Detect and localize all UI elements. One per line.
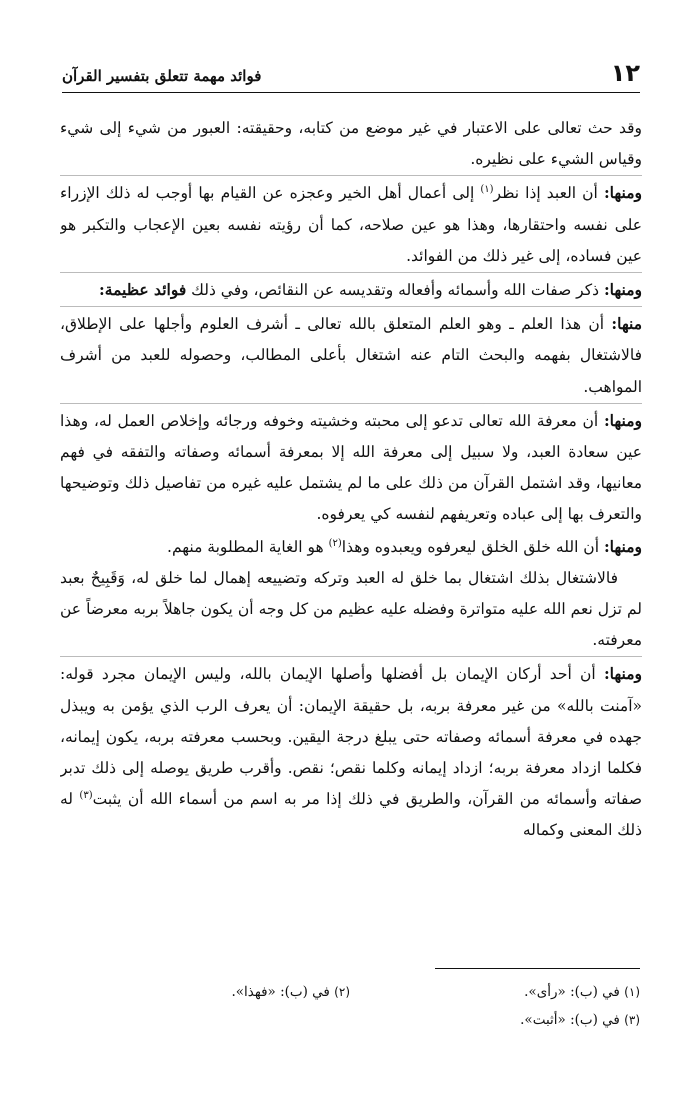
footnote-row	[60, 1006, 640, 1034]
footnote-2	[60, 978, 350, 1006]
running-header	[62, 58, 640, 93]
paragraph-2	[60, 175, 642, 272]
paragraph-text: أن الله خلق الخلق ليعرفوه ويعبدوه وهذا	[341, 537, 599, 556]
running-title: فوائد مهمة تتعلق بتفسير القرآن	[62, 67, 262, 85]
paragraph-lead: ومنها:	[603, 183, 642, 203]
footnote-marker-1[interactable]: (١)	[480, 184, 494, 196]
paragraph-6	[60, 531, 642, 563]
paragraph-text: فالاشتغال بذلك اشتغال بما خلق له العبد وتركه وتضييعه إهمال لما خلق له، وَقَبِيحٌ بعبد لم تزل نعم الله عليه متواترة وفضله عليه عظيم من كل وجه أن يكون جاهلاً بربه معرضاً عن معرفته.	[60, 568, 642, 650]
paragraph-text: أن أحد أركان الإيمان بل أفضلها وأصلها الإيمان بالله، وليس الإيمان مجرد قوله: «آمنت بالله» من غير معرفة بربه، بل حقيقة الإيمان: أن يعرف الرب الذي يؤمن به ويبذل جهده في معرفة أسمائه وصفاته حتى يبلغ درجة اليقين. وبحسب معرفته بربه، يكون إيمانه، فكلما ازداد معرفة بربه؛ ازداد إيمانه وكلما نقص؛ نقص. وأقرب طريق يوصله إلى ذلك تدبر صفاته وأسمائه من القرآن، والطريق في ذلك إذا مر به اسم من أسماء الله أن يثبت	[60, 665, 642, 809]
paragraph-lead: ومنها:	[603, 536, 642, 556]
footnote-marker-2[interactable]: (٢)	[328, 537, 342, 549]
paragraph-lead: ومنها:	[603, 664, 642, 684]
paragraph-7	[60, 563, 642, 657]
paragraph-text: أن معرفة الله تعالى تدعو إلى محبته وخشيته وخوفه ورجائه وإخلاص العمل له، وهذا عين سعادة العبد، ولا سبيل إلى معرفة الله إلا بمعرفة أسمائه وصفاته والتفقه في فهم معانيها، وقد اشتمل القرآن من ذلك على ما لم يشتمل عليه غيره من تفاصيل ذلك وتوضيحها والتعرف بها إلى عباده وتعريفهم لنفسه كي يعرفوه.	[60, 411, 642, 524]
footnote-number: (١)	[624, 985, 640, 999]
footnotes	[60, 978, 640, 1058]
paragraph-lead: ومنها:	[603, 280, 642, 300]
footnote-text: في (ب): «أثبت».	[520, 1012, 620, 1028]
footnote-number: (٢)	[334, 985, 350, 999]
paragraph-4	[60, 306, 642, 403]
paragraph-lead: ومنها:	[603, 410, 642, 430]
footnote-number: (٣)	[624, 1013, 640, 1027]
page-number: ١٢	[610, 59, 640, 87]
main-text	[60, 113, 642, 948]
paragraph-text: أن العبد إذا نظر	[493, 184, 598, 203]
footnote-row	[60, 978, 640, 1006]
footnote-text: في (ب): «فهذا».	[231, 984, 330, 1000]
paragraph-text: وقد حث تعالى على الاعتبار في غير موضع من كتابه، وحقيقته: العبور من شيء إلى شيء وقياس الشيء على نظيره.	[60, 119, 642, 169]
paragraph-8	[60, 656, 642, 846]
footnote-3	[340, 1006, 640, 1034]
paragraph-text-cont: هو الغاية المطلوبة منهم.	[167, 537, 329, 556]
paragraph-text: أن هذا العلم ـ وهو العلم المتعلق بالله تعالى ـ أشرف العلوم وأجلها على الإطلاق، فالاشتغال بفهمه والبحث التام عنه اشتغال بأعلى المطالب، وحصوله للعبد من أشرف المواهب.	[60, 315, 642, 396]
paragraph-lead: منها:	[611, 314, 642, 334]
paragraph-text: ذكر صفات الله وأسمائه وأفعاله وتقديسه عن النقائص، وفي ذلك فوائد عظيمة:	[99, 280, 599, 300]
paragraph-text-cont: له ذلك المعنى وكماله	[60, 790, 642, 840]
paragraph-5	[60, 403, 642, 531]
footnote-text: في (ب): «رأى».	[524, 984, 620, 1000]
footnote-1	[350, 978, 640, 1006]
footnote-divider	[435, 968, 640, 969]
footnote-marker-3[interactable]: (٣)	[79, 790, 93, 802]
paragraph-text-cont: إلى أعمال أهل الخير وعجزه عن القيام بها أوجب له ذلك الإزراء على نفسه واحتقارها، وهذا هو عين صلاحه، كما أن رؤيته نفسه بعين الإعجاب والتكبر هو عين فساده، إلى غير ذلك من الفوائد.	[60, 184, 642, 265]
paragraph-1	[60, 113, 642, 175]
bold-phrase: فوائد عظيمة:	[99, 280, 187, 300]
paragraph-3	[60, 272, 642, 306]
